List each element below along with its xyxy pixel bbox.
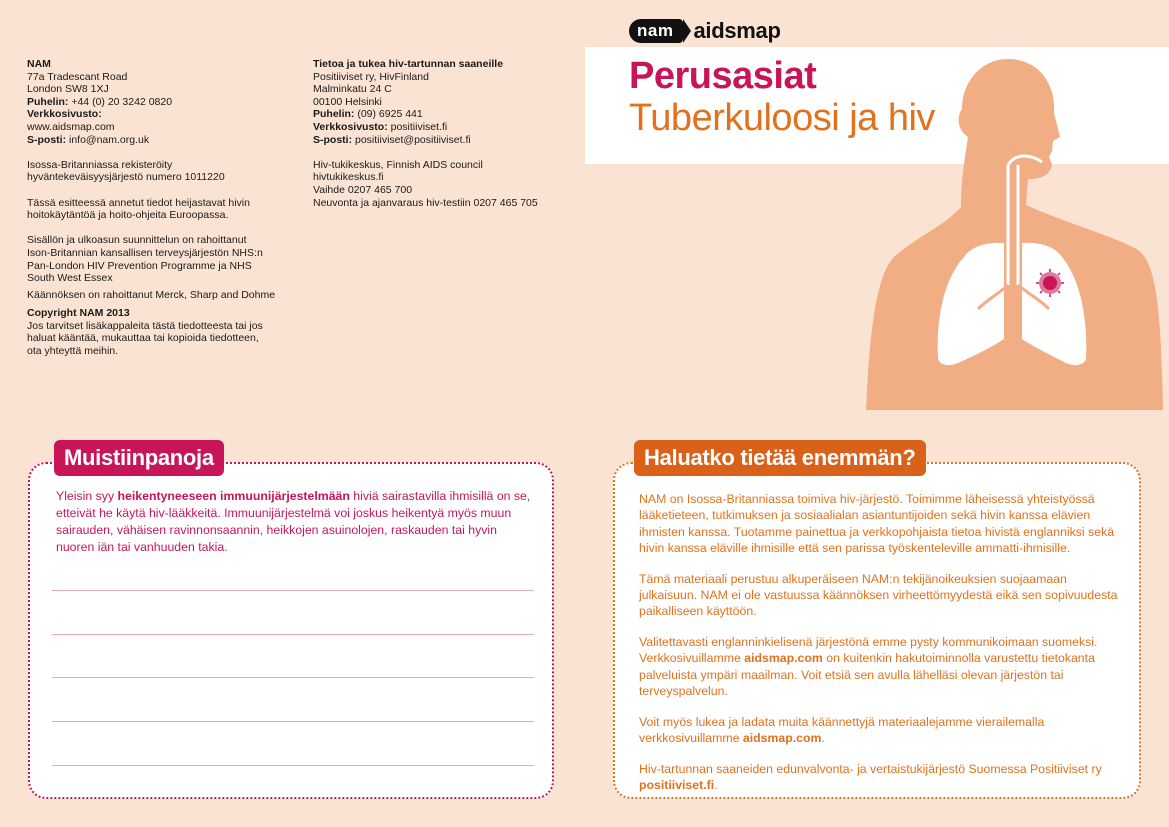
about-nam-paragraph: NAM on Isossa-Britanniassa toimiva hiv-järjestö. Toimimme läheisessä yhteistyössä lääketieteen, tutkimuksen ja sosiaalialan asiantuntijoiden sekä hivin kanssa elävien ihmisten kanssa. Tuotamme painettua ja verkkopohjaista tietoa hivistä englanniksi sekä hivin kanssa eläville ihmisille että sen parissa työskenteleville ammatti-ihmisille. <box>639 492 1115 555</box>
website-link[interactable]: positiiviset.fi <box>387 120 448 133</box>
phone-value: (09) 6925 441 <box>354 108 423 121</box>
nam-aidsmap-logo <box>629 18 781 44</box>
logo-wordmark: aidsmap <box>693 18 781 43</box>
nam-contact-block <box>27 58 287 370</box>
aidsmap-link[interactable]: aidsmap.com <box>742 731 822 746</box>
text-span: . <box>821 731 825 746</box>
emphasis-text: heikentyneeseen immuunijärjestelmään <box>117 489 350 503</box>
positiiviset-link[interactable]: positiiviset.fi <box>639 778 715 793</box>
notes-intro-text <box>56 488 536 556</box>
logo-badge: nam <box>629 19 683 43</box>
email-label: S-posti: <box>313 133 353 146</box>
text-line: haluat kääntää, mukauttaa tai kopioida tiedotteen, <box>27 332 259 345</box>
text-line: Vaihde 0207 465 700 <box>313 183 413 196</box>
website-label: Verkkosivusto: <box>27 108 102 121</box>
note-line[interactable] <box>52 765 534 766</box>
text-span: Yleisin syy <box>56 489 118 503</box>
finland-contact-block <box>313 58 573 222</box>
address-line: Malminkatu 24 C <box>313 83 392 96</box>
text-span: hiviä sairastavilla ihmisillä on se, etteivät he käytä hiv-lääkkeitä. Immuunijärjestelmä voi joskus heikentyä myös muun sairauden, vähäisen ravinnonsaannin, heikkojen asuinolojen, raskauden tai hyvin nuoren iän tai vanhuuden takia. <box>56 489 531 554</box>
copyright-title: Copyright NAM 2013 <box>27 307 130 320</box>
text-line: ota yhteyttä meihin. <box>27 345 119 358</box>
page-title: Perusasiat <box>629 55 817 97</box>
language-paragraph <box>639 634 1124 699</box>
phone-label: Puhelin: <box>313 108 355 121</box>
translation-funding: Käännöksen on rahoittanut Merck, Sharp and Dohme <box>27 288 276 301</box>
text-line: Ison-Britannian kansallisen terveysjärjestön NHS:n <box>27 246 263 259</box>
translations-paragraph <box>639 714 1124 747</box>
text-line: Neuvonta ja ajanvaraus hiv-testiin 0207 465 705 <box>313 196 538 209</box>
charity-number <box>27 159 287 184</box>
lungs-illustration <box>866 47 1169 410</box>
text-line: hoitokäytäntöä ja hoito-ohjeita Euroopassa. <box>27 209 229 222</box>
text-line: Tässä esitteessä annetut tiedot heijastavat hivin <box>27 196 250 209</box>
disclaimer <box>27 197 287 222</box>
section-heading: Tietoa ja tukea hiv-tartunnan saaneille <box>313 58 504 70</box>
copyright <box>27 307 287 357</box>
positiiviset-address <box>313 58 573 146</box>
positiiviset-paragraph <box>639 761 1124 794</box>
phone-value: +44 (0) 20 3242 0820 <box>68 95 173 108</box>
text-line: South West Essex <box>27 272 113 285</box>
website-label: Verkkosivusto: <box>313 120 388 133</box>
note-line[interactable] <box>52 677 534 678</box>
email-link[interactable]: positiiviset@positiiviset.fi <box>352 133 471 146</box>
funding-note <box>27 234 287 284</box>
note-line[interactable] <box>52 634 534 635</box>
body-silhouette <box>866 59 1163 410</box>
note-line[interactable] <box>52 590 534 591</box>
address-line: 00100 Helsinki <box>313 95 382 108</box>
page-subtitle: Tuberkuloosi ja hiv <box>629 97 935 139</box>
text-span: Voit myös lukea ja ladata muita käännettyjä materiaalejamme vierailemalla verkkosivuillamme <box>639 714 1045 746</box>
website-link[interactable]: hivtukikeskus.fi <box>313 171 384 184</box>
copyright-paragraph: Tämä materiaali perustuu alkuperäiseen NAM:n tekijänoikeuksien suojaamaan julkaisuun. NAM ei ole vastuussa käännöksen virheettömyydestä eikä sen sopivuudesta paikalliseen käyttöön. <box>639 571 1118 619</box>
more-info-heading: Haluatko tietää enemmän? <box>634 440 926 476</box>
more-info-box <box>613 445 1141 799</box>
text-line: Pan-London HIV Prevention Programme ja NHS <box>27 259 252 272</box>
notes-heading: Muistiinpanoja <box>54 440 224 476</box>
email-link[interactable]: info@nam.org.uk <box>66 133 150 146</box>
notes-box <box>28 445 554 799</box>
nam-address <box>27 58 287 146</box>
address-line: 77a Tradescant Road <box>27 70 128 83</box>
address-line: London SW8 1XJ <box>27 83 109 96</box>
note-line[interactable] <box>52 721 534 722</box>
text-span: Valitettavasti englanninkielisenä järjestönä emme pysty kommunikoimaan suomeksi. Verkkosivuillamme <box>639 635 1098 666</box>
text-line: Hiv-tukikeskus, Finnish AIDS council <box>313 158 483 171</box>
text-line: Jos tarvitset lisäkappaleita tästä tiedotteesta tai jos <box>27 319 263 332</box>
tuberculosis-lesion-icon <box>1036 269 1064 297</box>
more-info-text <box>639 491 1124 808</box>
text-span: on kuitenkin hakutoiminnolla varustettu tietokanta palveluista ympäri maailman. Voit etsiä sen avulla lähelläsi olevan järjestön tai terveyspalvelun. <box>639 651 1095 698</box>
phone-label: Puhelin: <box>27 95 69 108</box>
text-line: hyväntekeväisyysjärjestö numero 1011220 <box>27 171 225 184</box>
text-line: Isossa-Britanniassa rekisteröity <box>27 158 173 171</box>
hiv-support-center <box>313 159 573 209</box>
aidsmap-link[interactable]: aidsmap.com <box>744 651 823 666</box>
text-span: . <box>714 778 718 793</box>
text-line: Sisällön ja ulkoasun suunnittelun on rahoittanut <box>27 234 247 247</box>
website-link[interactable]: www.aidsmap.com <box>27 120 115 133</box>
email-label: S-posti: <box>27 133 67 146</box>
org-name: Positiiviset ry, HivFinland <box>313 70 429 83</box>
org-name: NAM <box>27 58 51 70</box>
text-span: Hiv-tartunnan saaneiden edunvalvonta- ja vertaistukijärjestö Suomessa Positiiviset ry <box>639 761 1102 776</box>
